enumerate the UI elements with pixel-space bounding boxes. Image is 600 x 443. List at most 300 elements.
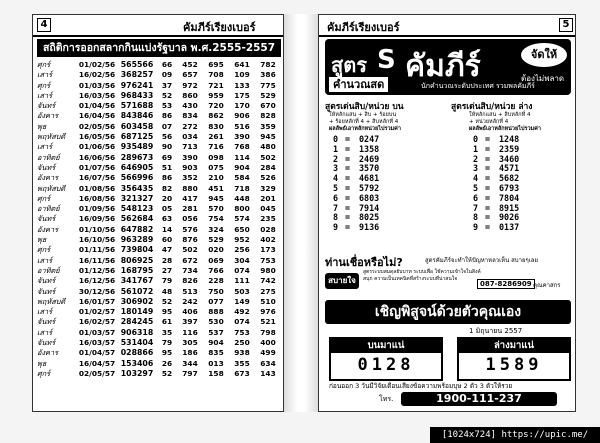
row-first-prize: 906318 — [120, 327, 154, 337]
row-first-prize: 153406 — [120, 358, 154, 368]
formula-digits: 6793 — [499, 182, 520, 193]
equals-sign: = — [345, 153, 351, 164]
upper-number-box — [329, 337, 443, 381]
row-number: 158 — [208, 368, 224, 378]
row-number: 386 — [260, 70, 276, 80]
row-first-prize: 284245 — [120, 317, 154, 327]
row-number: 451 — [208, 183, 224, 193]
row-number: 959 — [208, 90, 224, 100]
row-day: พุธ — [37, 358, 47, 368]
row-number: 503 — [234, 286, 250, 296]
row-number: 069 — [208, 255, 224, 265]
row-number: 05 — [161, 204, 173, 214]
equals-sign: = — [485, 182, 491, 193]
row-number: 034 — [182, 132, 198, 142]
row-date: 16/05/56 — [78, 132, 116, 142]
row-number: 766 — [208, 265, 224, 275]
formula-index: 3 — [333, 163, 339, 174]
equals-sign: = — [485, 212, 491, 223]
row-number: 69 — [161, 152, 173, 162]
formula-digits: 3460 — [499, 153, 520, 164]
result-row — [37, 307, 281, 317]
row-number: 835 — [208, 348, 224, 358]
formula-digits: 2469 — [359, 153, 380, 164]
row-number: 452 — [182, 60, 198, 69]
row-first-prize: 028866 — [120, 348, 154, 358]
row-date: 01/10/56 — [78, 224, 116, 234]
believe-subtitle: สูตรคัมภีร์จะทำให้ปัญหาหลวเห็น สบายๆเลย — [425, 257, 538, 264]
row-number: 734 — [182, 265, 198, 275]
result-row — [37, 317, 281, 327]
row-date: 16/12/56 — [78, 276, 116, 286]
formula-digits: 7804 — [499, 192, 520, 203]
formula-index: 1 — [333, 143, 339, 154]
row-number: 775 — [260, 80, 276, 90]
row-date: 16/08/56 — [78, 193, 116, 203]
believe-title: ท่านเชื่อหรือไม่? — [325, 256, 403, 269]
row-first-prize: 562684 — [120, 214, 154, 224]
row-first-prize: 341767 — [120, 276, 154, 286]
row-number: 95 — [161, 307, 173, 317]
row-day: อังคาร — [37, 111, 59, 121]
equals-sign: = — [345, 134, 351, 144]
row-number: 448 — [234, 193, 250, 203]
row-first-prize: 843846 — [120, 111, 154, 121]
row-first-prize: 571688 — [120, 101, 154, 111]
formula-row — [333, 223, 379, 233]
formula-digits: 4681 — [359, 173, 380, 184]
row-number: 56 — [161, 132, 173, 142]
result-row — [37, 256, 281, 266]
row-number: 798 — [260, 327, 276, 337]
row-day: จันทร์ — [37, 338, 56, 348]
row-number: 275 — [260, 286, 276, 296]
result-row — [37, 153, 281, 163]
row-day: เสาร์ — [37, 307, 53, 317]
row-date: 16/07/56 — [78, 173, 116, 183]
row-number: 397 — [182, 317, 198, 327]
row-number: 390 — [182, 152, 198, 162]
row-date: 01/06/56 — [78, 142, 116, 152]
row-day: จันทร์ — [37, 276, 56, 286]
row-number: 075 — [208, 162, 224, 172]
row-number: 768 — [234, 142, 250, 152]
row-number: 28 — [161, 255, 173, 265]
row-number: 14 — [161, 224, 173, 234]
right-page-header — [319, 15, 576, 37]
equals-sign: = — [485, 163, 491, 174]
row-number: 828 — [260, 111, 276, 121]
equals-sign: = — [485, 143, 491, 154]
row-number: 695 — [208, 60, 224, 69]
row-number: 880 — [182, 183, 198, 193]
formula-digits: 6803 — [359, 192, 380, 203]
formula-digits: 9136 — [359, 222, 380, 233]
row-number: 718 — [234, 183, 250, 193]
row-first-prize: 565566 — [120, 60, 154, 69]
row-date: 01/09/56 — [78, 204, 116, 214]
row-first-prize: 561072 — [120, 286, 154, 296]
row-number: 529 — [208, 235, 224, 245]
row-number: 27 — [161, 265, 173, 275]
row-number: 673 — [234, 368, 250, 378]
row-number: 95 — [161, 348, 173, 358]
formula-index: 0 — [333, 134, 339, 144]
result-row — [37, 338, 281, 348]
formula-index: 1 — [473, 143, 479, 154]
row-number: 584 — [234, 173, 250, 183]
row-number: 903 — [182, 162, 198, 172]
row-date: 01/08/56 — [78, 183, 116, 193]
formula-index: 4 — [333, 173, 339, 184]
row-number: 61 — [161, 317, 173, 327]
row-number: 753 — [234, 327, 250, 337]
formula-digits: 1358 — [359, 143, 380, 154]
formula-index: 2 — [333, 153, 339, 164]
row-day: อาทิตย์ — [37, 152, 60, 162]
banner-name: คัมภีร์ — [405, 49, 481, 84]
formula-digits: 4571 — [499, 163, 520, 174]
formula-digits: 5792 — [359, 182, 380, 193]
formula-digits: 0247 — [359, 134, 380, 144]
formula-digits: 5682 — [499, 173, 520, 184]
row-first-prize: 289673 — [120, 152, 154, 162]
row-number: 52 — [161, 368, 173, 378]
row-number: 228 — [208, 276, 224, 286]
result-row — [37, 60, 281, 70]
row-day: อังคาร — [37, 224, 59, 234]
banner-s-letter: S — [377, 45, 396, 75]
row-number: 173 — [260, 245, 276, 255]
row-number: 305 — [182, 338, 198, 348]
row-number: 66 — [161, 60, 173, 69]
result-row — [37, 111, 281, 121]
row-day: อาทิตย์ — [37, 265, 60, 275]
row-number: 797 — [182, 368, 198, 378]
row-number: 056 — [182, 214, 198, 224]
row-number: 116 — [182, 327, 198, 337]
row-date: 16/09/56 — [78, 214, 116, 224]
row-first-prize: 321327 — [120, 193, 154, 203]
row-number: 53 — [161, 101, 173, 111]
row-first-prize: 168795 — [120, 265, 154, 275]
row-date: 02/05/56 — [78, 121, 116, 131]
row-number: 359 — [260, 121, 276, 131]
row-date: 01/03/56 — [78, 80, 116, 90]
lower-number-box — [457, 337, 571, 381]
row-number: 742 — [260, 276, 276, 286]
row-first-prize: 806925 — [120, 255, 154, 265]
row-number: 52 — [161, 90, 173, 100]
left-page-header — [33, 15, 284, 37]
row-number: 670 — [260, 101, 276, 111]
row-first-prize: 356435 — [120, 183, 154, 193]
formula-index: 6 — [333, 192, 339, 203]
row-number: 109 — [234, 70, 250, 80]
row-day: พฤหัสบดี — [37, 296, 66, 306]
equals-sign: = — [485, 153, 491, 164]
row-number: 570 — [208, 204, 224, 214]
bottom-formula-sub2: + หน่วยหลักที่ 4 — [469, 119, 509, 125]
equals-sign: = — [345, 182, 351, 193]
row-number: 35 — [161, 327, 173, 337]
row-first-prize: 647882 — [120, 224, 154, 234]
top-formula-title: สูตรเด่นสิบ/หน่วย บน — [325, 102, 404, 112]
row-day: จันทร์ — [37, 317, 56, 327]
row-number: 074 — [234, 317, 250, 327]
equals-sign: = — [485, 192, 491, 203]
row-number: 574 — [234, 214, 250, 224]
row-day: เสาร์ — [37, 142, 53, 152]
row-date: 16/04/56 — [78, 111, 116, 121]
row-number: 133 — [234, 80, 250, 90]
banner-tagline2: ต้องไม่พลาด — [521, 74, 565, 83]
row-day: พุธ — [37, 121, 47, 131]
call-number: 1900-111-237 — [401, 392, 557, 406]
row-number: 186 — [182, 348, 198, 358]
bottom-formula-sub3: ผลลัพธ์เอาหลักหน่วยไปรวมค่า — [469, 126, 541, 132]
row-date: 16/03/56 — [78, 90, 116, 100]
row-day: จันทร์ — [37, 162, 56, 172]
row-number: 60 — [161, 235, 173, 245]
result-row — [37, 101, 281, 111]
invite-banner: เชิญพิสูจน์ด้วยตัวคุณเอง — [325, 300, 571, 324]
result-row — [37, 184, 281, 194]
row-number: 904 — [208, 338, 224, 348]
row-day: เสาร์ — [37, 255, 53, 265]
result-row — [37, 204, 281, 214]
row-number: 721 — [208, 80, 224, 90]
pre-draw-note: ก่อนออก 3 วันมีวิจัยเตือนเสียงข้อความพร้อมบุษ 2 ตัว 3 ตัวให้รวย — [329, 382, 513, 390]
row-number: 499 — [260, 348, 276, 358]
row-day: เสาร์ — [37, 70, 53, 80]
equals-sign: = — [345, 222, 351, 233]
row-first-prize: 368257 — [120, 70, 154, 80]
row-number: 045 — [260, 204, 276, 214]
row-number: 86 — [161, 111, 173, 121]
result-row — [37, 276, 281, 286]
formula-digits: 8025 — [359, 212, 380, 223]
left-brand: คัมภีร์เรียงเบอร์ — [183, 21, 256, 34]
row-number: 402 — [260, 235, 276, 245]
book-spine — [284, 14, 318, 412]
row-number: 170 — [234, 101, 250, 111]
row-first-prize: 935489 — [120, 142, 154, 152]
formula-index: 9 — [333, 222, 339, 233]
row-date: 01/04/57 — [78, 348, 116, 358]
result-row — [37, 287, 281, 297]
formula-index: 7 — [473, 202, 479, 213]
row-number: 750 — [208, 286, 224, 296]
equals-sign: = — [485, 134, 491, 144]
row-number: 904 — [234, 162, 250, 172]
row-number: 175 — [234, 90, 250, 100]
equals-sign: = — [345, 212, 351, 223]
row-number: 641 — [234, 60, 250, 69]
row-date: 16/03/57 — [78, 338, 116, 348]
row-number: 510 — [260, 296, 276, 306]
row-number: 417 — [182, 193, 198, 203]
row-date: 01/02/57 — [78, 307, 116, 317]
banner-calc-label: คำนวณสด — [329, 77, 388, 92]
row-number: 782 — [260, 60, 276, 69]
row-first-prize: 968433 — [120, 90, 154, 100]
top-formula-list — [333, 135, 379, 233]
row-date: 01/03/57 — [78, 327, 116, 337]
result-row — [37, 369, 281, 379]
row-number: 114 — [234, 152, 250, 162]
row-number: 210 — [208, 173, 224, 183]
formula-index: 0 — [473, 134, 479, 144]
row-number: 862 — [208, 111, 224, 121]
formula-digits: 2359 — [499, 143, 520, 154]
result-row — [37, 245, 281, 255]
row-number: 86 — [161, 173, 173, 183]
row-day: อังคาร — [37, 348, 59, 358]
upper-value: 0128 — [357, 355, 415, 375]
result-row — [37, 173, 281, 183]
row-number: 952 — [234, 235, 250, 245]
top-formula-sub2: + ร้อยหลักที่ 4 + สิบหลักที่ 4 — [329, 119, 399, 125]
result-row — [37, 70, 281, 80]
top-formula-sub3: ผลลัพธ์เอาหลักหน่วยไปรวมค่า — [329, 126, 401, 132]
row-date: 16/01/57 — [78, 296, 116, 306]
result-row — [37, 328, 281, 338]
result-row — [37, 348, 281, 358]
row-number: 480 — [260, 142, 276, 152]
row-date: 16/04/57 — [78, 358, 116, 368]
row-number: 634 — [260, 358, 276, 368]
image-source-footer: [1024x724] https://upic.me/ — [430, 427, 600, 443]
row-number: 400 — [260, 338, 276, 348]
row-date: 01/04/56 — [78, 101, 116, 111]
row-first-prize: 687125 — [120, 132, 154, 142]
row-number: 502 — [260, 152, 276, 162]
formula-digits: 8915 — [499, 202, 520, 213]
row-day: จันทร์ — [37, 286, 56, 296]
row-first-prize: 103297 — [120, 368, 154, 378]
result-row — [37, 142, 281, 152]
formula-digits: 9026 — [499, 212, 520, 223]
result-row — [37, 359, 281, 369]
formula-banner — [325, 39, 571, 95]
left-page-number: 4 — [37, 18, 51, 32]
row-number: 242 — [182, 296, 198, 306]
row-number: 650 — [234, 224, 250, 234]
row-date: 16/02/57 — [78, 317, 116, 327]
row-number: 79 — [161, 276, 173, 286]
row-date: 01/07/56 — [78, 162, 116, 172]
row-number: 502 — [182, 245, 198, 255]
equals-sign: = — [345, 173, 351, 184]
believe-person: คุณคาสกร — [533, 282, 561, 289]
row-number: 235 — [260, 214, 276, 224]
row-date: 01/11/56 — [78, 245, 116, 255]
row-number: 753 — [260, 255, 276, 265]
row-number: 529 — [260, 90, 276, 100]
row-first-prize: 646905 — [120, 162, 154, 172]
result-row — [37, 194, 281, 204]
row-number: 26 — [161, 358, 173, 368]
row-first-prize: 548123 — [120, 204, 154, 214]
row-number: 304 — [234, 255, 250, 265]
results-title: สถิติการออกสลากกินแบ่งรัฐบาล พ.ศ.2555-2557 — [37, 39, 281, 57]
row-day: อังคาร — [37, 173, 59, 183]
row-date: 16/10/56 — [78, 235, 116, 245]
row-number: 537 — [208, 327, 224, 337]
row-number: 20 — [161, 193, 173, 203]
row-day: จันทร์ — [37, 214, 56, 224]
row-number: 077 — [208, 296, 224, 306]
row-number: 708 — [208, 70, 224, 80]
believe-logo: สบายใจ — [325, 273, 359, 289]
row-date: 02/05/57 — [78, 368, 116, 378]
row-number: 800 — [234, 204, 250, 214]
believe-section — [323, 251, 573, 297]
row-number: 860 — [182, 90, 198, 100]
row-number: 492 — [234, 307, 250, 317]
result-row — [37, 266, 281, 276]
row-number: 716 — [208, 142, 224, 152]
row-first-prize: 531404 — [120, 338, 154, 348]
equals-sign: = — [485, 222, 491, 233]
row-number: 79 — [161, 338, 173, 348]
row-day: ศุกร์ — [37, 368, 51, 378]
row-number: 406 — [182, 307, 198, 317]
result-row — [37, 122, 281, 132]
row-first-prize: 603458 — [120, 121, 154, 131]
row-number: 111 — [234, 276, 250, 286]
result-row — [37, 91, 281, 101]
formula-row — [473, 223, 519, 233]
row-day: พฤหัสบดี — [37, 132, 66, 142]
row-number: 63 — [161, 214, 173, 224]
row-number: 938 — [234, 348, 250, 358]
row-number: 324 — [208, 224, 224, 234]
equals-sign: = — [485, 173, 491, 184]
row-number: 657 — [182, 70, 198, 80]
row-number: 020 — [208, 245, 224, 255]
row-date: 16/02/56 — [78, 70, 116, 80]
row-number: 830 — [208, 121, 224, 131]
row-date: 16/06/56 — [78, 152, 116, 162]
row-number: 834 — [182, 111, 198, 121]
row-number: 013 — [208, 358, 224, 368]
results-table — [37, 60, 281, 379]
row-first-prize: 306902 — [120, 296, 154, 306]
formula-digits: 1248 — [499, 134, 520, 144]
banner-badge: จัดให้ — [521, 43, 567, 67]
result-row — [37, 81, 281, 91]
row-number: 284 — [260, 162, 276, 172]
row-number: 07 — [161, 121, 173, 131]
row-number: 028 — [260, 224, 276, 234]
row-number: 329 — [260, 183, 276, 193]
row-day: เสาร์ — [37, 327, 53, 337]
row-number: 201 — [260, 193, 276, 203]
upper-label: บนมาแน่ — [331, 339, 441, 353]
row-number: 352 — [182, 173, 198, 183]
row-date: 16/11/56 — [78, 255, 116, 265]
call-bar — [379, 392, 559, 406]
formula-digits: 3570 — [359, 163, 380, 174]
bottom-formula-list — [473, 135, 519, 233]
right-brand: คัมภีร์เรียงเบอร์ — [327, 21, 400, 34]
lower-label: ล่างมาแน่ — [459, 339, 569, 353]
draw-date: 1 มิถุนายน 2557 — [469, 327, 523, 335]
row-number: 90 — [161, 142, 173, 152]
row-number: 826 — [182, 276, 198, 286]
